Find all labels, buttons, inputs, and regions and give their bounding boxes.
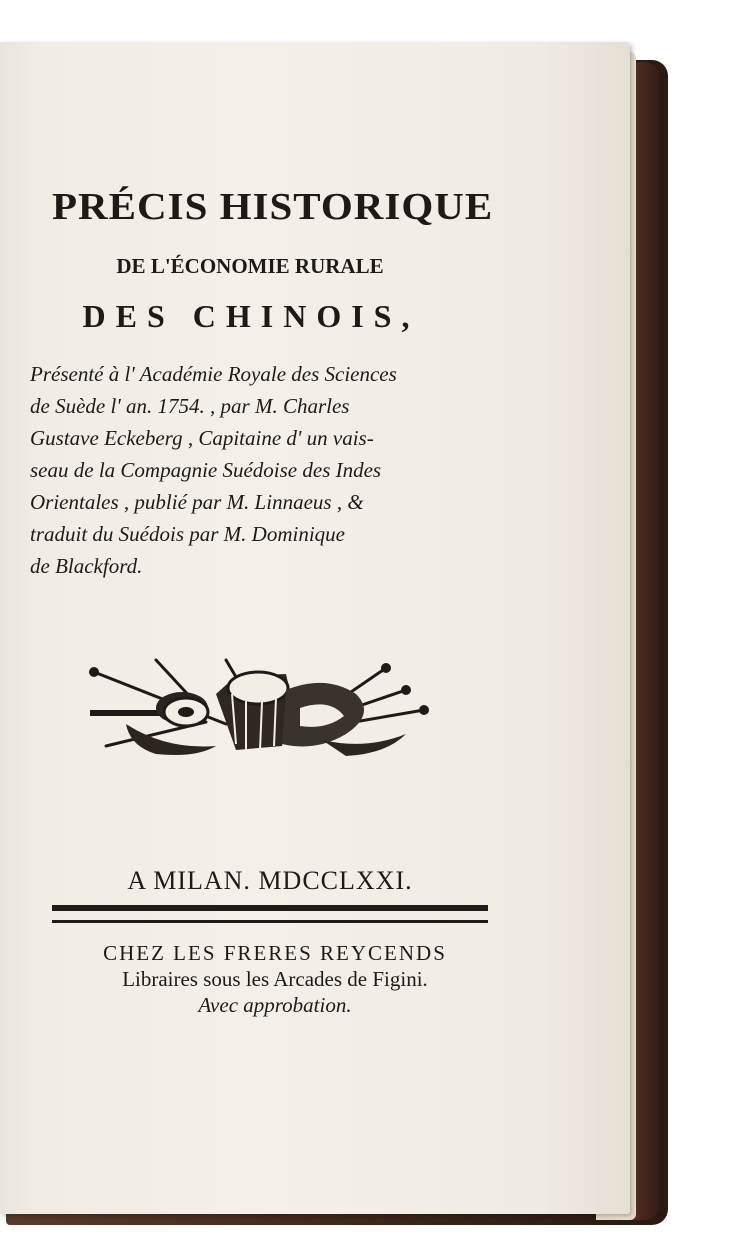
description-line: seau de la Compagnie Suédoise des Indes <box>30 458 382 482</box>
description-line: Gustave Eckeberg , Capitaine d' un vais- <box>30 426 374 450</box>
description-line: traduit du Suédois par M. Dominique <box>30 522 345 546</box>
thin-rule <box>52 920 488 923</box>
description-line: de Blackford. <box>30 554 143 578</box>
thick-rule <box>52 905 488 911</box>
imprint-publisher: CHEZ LES FRERES REYCENDS <box>103 941 447 965</box>
description-line: de Suède l' an. 1754. , par M. Charles <box>30 394 350 418</box>
title-line-3: DES CHINOIS, <box>82 298 420 334</box>
place-and-date: A MILAN. MDCCLXXI. <box>127 866 413 895</box>
imprint-address: Libraires sous les Arcades de Figini. <box>122 967 428 991</box>
imprint <box>60 940 490 1018</box>
title-line-1: PRÉCIS HISTORIQUE <box>52 184 494 228</box>
description <box>30 358 490 582</box>
trophy-of-arms-icon <box>86 654 432 766</box>
description-line: Présenté à l' Académie Royale des Sciences <box>30 362 397 386</box>
title-line-2: DE L'ÉCONOMIE RURALE <box>116 254 384 278</box>
imprint-approval: Avec approbation. <box>198 993 352 1017</box>
description-line: Orientales , publié par M. Linnaeus , & <box>30 490 364 514</box>
